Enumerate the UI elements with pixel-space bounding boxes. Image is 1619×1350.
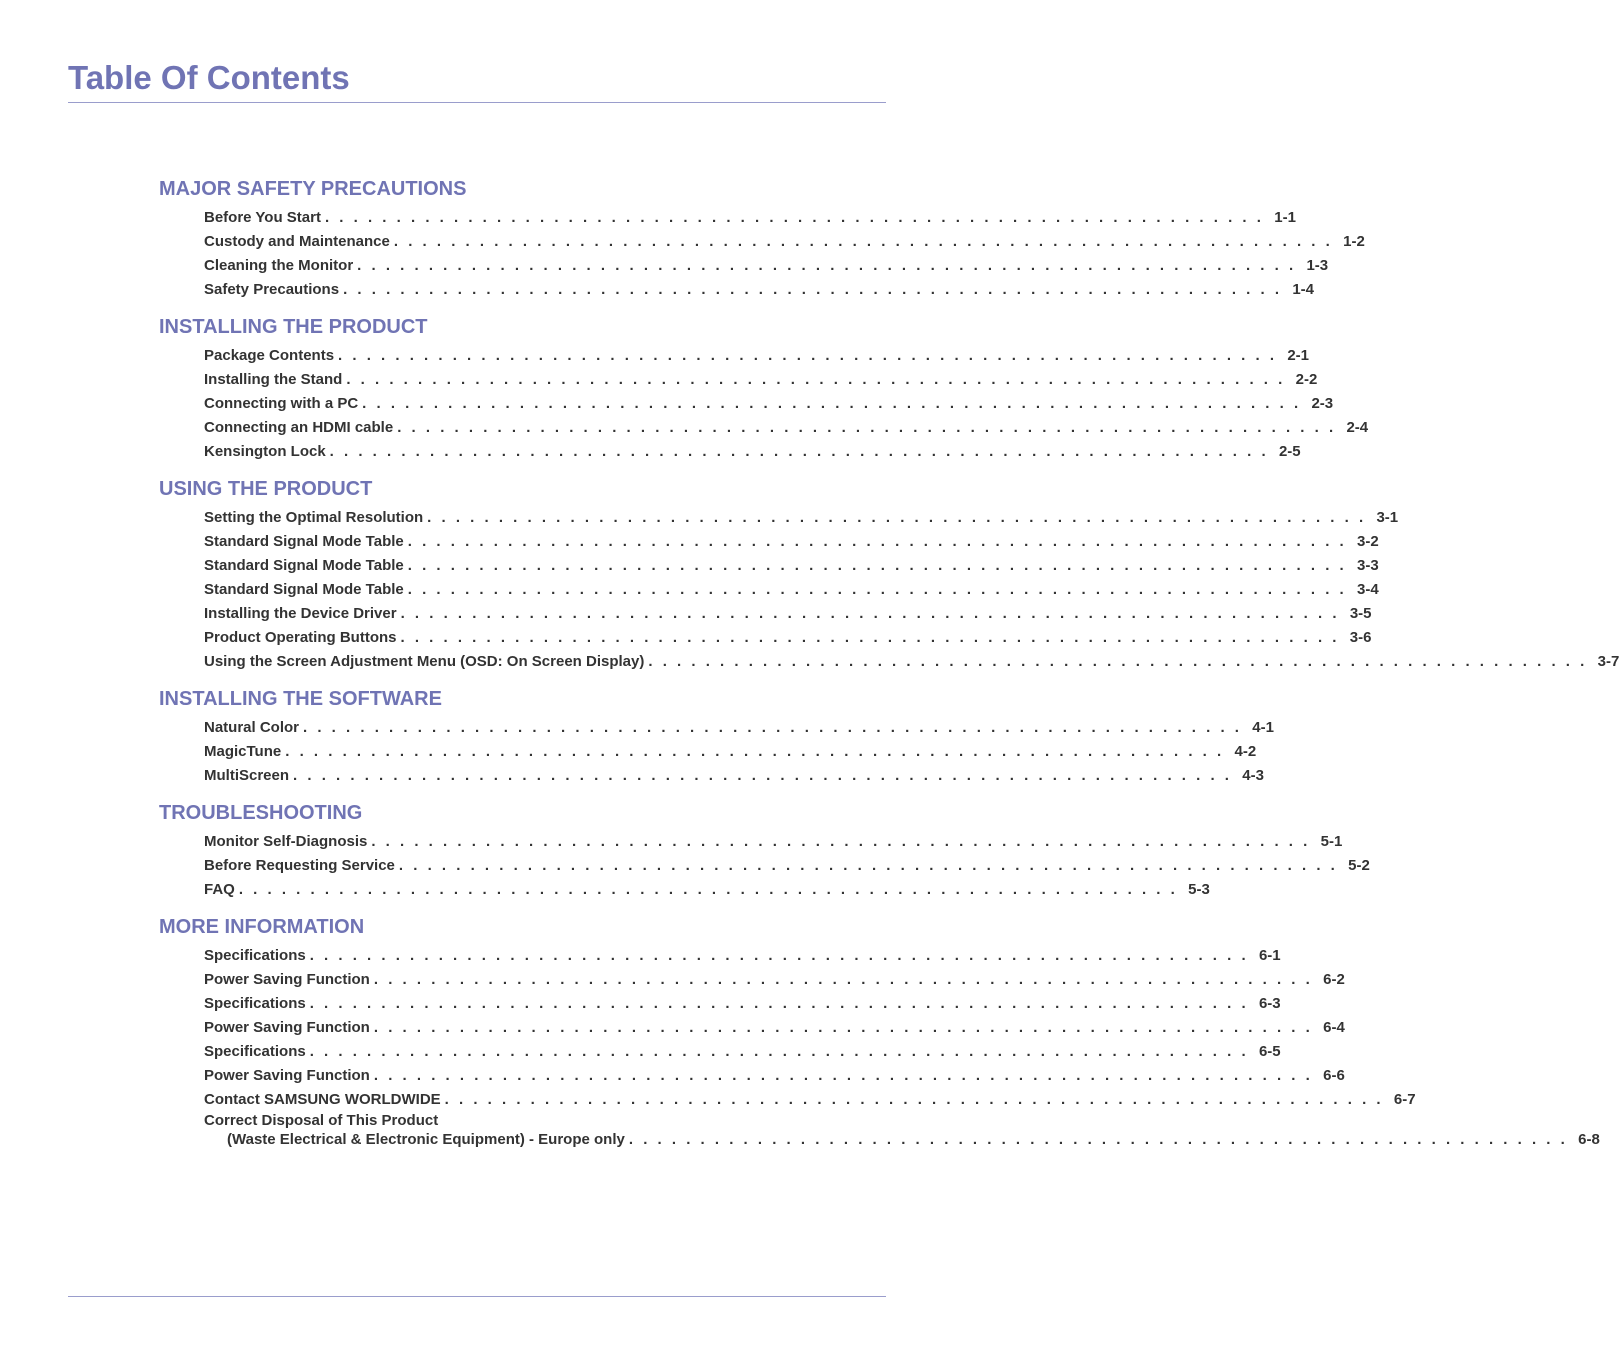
entry-label: Monitor Self-Diagnosis: [204, 833, 368, 850]
entry-label: FAQ: [204, 881, 235, 898]
toc-entry[interactable]: [204, 278, 1315, 302]
toc-entry[interactable]: [204, 1088, 1416, 1112]
page-title: Table Of Contents: [68, 59, 350, 96]
toc-entry[interactable]: [204, 554, 1379, 578]
entry-label: Standard Signal Mode Table: [204, 533, 404, 550]
entry-page-number: 3-5: [1349, 605, 1372, 622]
toc-section: [159, 476, 1619, 674]
entry-page-number: 2-1: [1287, 347, 1309, 364]
dot-leader: . . . . . . . . . . . . . . . . . . . . . . . . . . . . . . . . . . . . . . . . . . . . . . . . . . . . . . . . . . . . . . . . . .: [338, 347, 1277, 364]
entry-label: Using the Screen Adjustment Menu (OSD: On Screen Display): [204, 653, 645, 670]
toc-entry[interactable]: [204, 602, 1372, 626]
dot-leader: . . . . . . . . . . . . . . . . . . . . . . . . . . . . . . . . . . . . . . . . . . . . . . . . . . . . . . . . . . . . . . . . . .: [427, 509, 1367, 526]
entry-page-number: 3-6: [1349, 629, 1372, 646]
toc-entry[interactable]: [204, 740, 1257, 764]
entry-page-number: 5-1: [1320, 833, 1343, 850]
dot-leader: . . . . . . . . . . . . . . . . . . . . . . . . . . . . . . . . . . . . . . . . . . . . . . . . . . . . . . . . . . . . . . . . . .: [648, 653, 1588, 670]
toc-entry[interactable]: [204, 830, 1343, 854]
entry-label: Power Saving Function: [204, 1019, 370, 1036]
entry-sublabel: (Waste Electrical & Electronic Equipment) - Europe only: [227, 1131, 625, 1148]
toc-section: [159, 176, 1365, 302]
dot-leader: . . . . . . . . . . . . . . . . . . . . . . . . . . . . . . . . . . . . . . . . . . . . . . . . . . . . . . . . . . . . . . . . . .: [373, 971, 1313, 988]
dot-leader: . . . . . . . . . . . . . . . . . . . . . . . . . . . . . . . . . . . . . . . . . . . . . . . . . . . . . . . . . . . . . . . . . .: [407, 581, 1347, 598]
toc-entry[interactable]: [204, 854, 1370, 878]
entry-label: Correct Disposal of This Product: [204, 1112, 439, 1129]
entry-page-number: 6-8: [1578, 1131, 1600, 1148]
entry-page-number: 1-2: [1343, 233, 1365, 250]
section-heading[interactable]: TROUBLESHOOTING: [159, 802, 363, 824]
entry-page-number: 1-1: [1274, 209, 1296, 226]
entry-page-number: 3-7: [1597, 653, 1619, 670]
dot-leader: . . . . . . . . . . . . . . . . . . . . . . . . . . . . . . . . . . . . . . . . . . . . . . . . . . . . . . . . . . . . . . . . . .: [309, 995, 1249, 1012]
entry-page-number: 6-5: [1258, 1043, 1281, 1060]
dot-leader: . . . . . . . . . . . . . . . . . . . . . . . . . . . . . . . . . . . . . . . . . . . . . . . . . . . . . . . . . . . . . . . . . .: [329, 443, 1269, 460]
entry-page-number: 1-4: [1292, 281, 1315, 298]
toc-entry[interactable]: [204, 1064, 1345, 1088]
dot-leader: . . . . . . . . . . . . . . . . . . . . . . . . . . . . . . . . . . . . . . . . . . . . . . . . . . . . . . . . . . . . . . . . . .: [324, 209, 1264, 226]
toc-entry[interactable]: [204, 206, 1296, 230]
dot-leader: . . . . . . . . . . . . . . . . . . . . . . . . . . . . . . . . . . . . . . . . . . . . . . . . . . . . . . . . . . . . . . . . . .: [357, 257, 1297, 274]
entry-label: Before You Start: [204, 209, 321, 226]
toc-entry[interactable]: [204, 368, 1318, 392]
entry-label: Specifications: [204, 995, 306, 1012]
section-heading[interactable]: USING THE PRODUCT: [159, 478, 373, 500]
dot-leader: . . . . . . . . . . . . . . . . . . . . . . . . . . . . . . . . . . . . . . . . . . . . . . . . . . . . . . . . . . . . . . . . . .: [628, 1131, 1568, 1148]
dot-leader: . . . . . . . . . . . . . . . . . . . . . . . . . . . . . . . . . . . . . . . . . . . . . . . . . . . . . . . . . . . . . . . . . .: [398, 857, 1338, 874]
entry-label: Safety Precautions: [204, 281, 340, 298]
entry-page-number: 6-4: [1323, 1019, 1345, 1036]
toc-entry[interactable]: [204, 650, 1619, 674]
dot-leader: . . . . . . . . . . . . . . . . . . . . . . . . . . . . . . . . . . . . . . . . . . . . . . . . . . . . . . . . . . . . . . . . . .: [309, 947, 1249, 964]
dot-leader: . . . . . . . . . . . . . . . . . . . . . . . . . . . . . . . . . . . . . . . . . . . . . . . . . . . . . . . . . . . . . . . . . .: [397, 419, 1337, 436]
dot-leader: . . . . . . . . . . . . . . . . . . . . . . . . . . . . . . . . . . . . . . . . . . . . . . . . . . . . . . . . . . . . . . . . . .: [293, 767, 1232, 784]
section-heading[interactable]: MAJOR SAFETY PRECAUTIONS: [159, 178, 467, 200]
section-heading[interactable]: INSTALLING THE PRODUCT: [159, 316, 428, 338]
dot-leader: . . . . . . . . . . . . . . . . . . . . . . . . . . . . . . . . . . . . . . . . . . . . . . . . . . . . . . . . . . . . . . . . . .: [346, 371, 1286, 388]
entry-page-number: 1-3: [1306, 257, 1329, 274]
dot-leader: . . . . . . . . . . . . . . . . . . . . . . . . . . . . . . . . . . . . . . . . . . . . . . . . . . . . . . . . . . . . . . . . . .: [309, 1043, 1249, 1060]
dot-leader: . . . . . . . . . . . . . . . . . . . . . . . . . . . . . . . . . . . . . . . . . . . . . . . . . . . . . . . . . . . . . . . . . .: [343, 281, 1283, 298]
entry-page-number: 4-1: [1252, 719, 1274, 736]
entry-label: Custody and Maintenance: [204, 233, 390, 250]
toc-entry[interactable]: [204, 230, 1365, 254]
toc-entry[interactable]: [204, 392, 1334, 416]
entry-page-number: 6-7: [1393, 1091, 1416, 1108]
footer-divider: [68, 1296, 886, 1297]
toc-entry[interactable]: [204, 992, 1281, 1016]
entry-page-number: 3-1: [1376, 509, 1399, 526]
dot-leader: . . . . . . . . . . . . . . . . . . . . . . . . . . . . . . . . . . . . . . . . . . . . . . . . . . . . . . . . . . . . . . . . . .: [285, 743, 1225, 760]
entry-label: Standard Signal Mode Table: [204, 557, 404, 574]
toc-entry[interactable]: [204, 1016, 1345, 1040]
toc-section: [159, 800, 1370, 902]
toc-section: [159, 314, 1369, 464]
entry-page-number: 2-4: [1346, 419, 1369, 436]
toc-entry[interactable]: [204, 530, 1379, 554]
entry-page-number: 5-2: [1348, 857, 1370, 874]
dot-leader: . . . . . . . . . . . . . . . . . . . . . . . . . . . . . . . . . . . . . . . . . . . . . . . . . . . . . . . . . . . . . . . . . .: [373, 1067, 1313, 1084]
toc-entry[interactable]: [204, 254, 1329, 278]
entry-label: Package Contents: [204, 347, 335, 364]
toc-entry[interactable]: [204, 968, 1345, 992]
toc-entry[interactable]: [204, 716, 1274, 740]
entry-label: Standard Signal Mode Table: [204, 581, 404, 598]
dot-leader: . . . . . . . . . . . . . . . . . . . . . . . . . . . . . . . . . . . . . . . . . . . . . . . . . . . . . . . . . . . . . . . . . .: [444, 1091, 1384, 1108]
header-divider: [68, 102, 886, 103]
section-heading[interactable]: INSTALLING THE SOFTWARE: [159, 688, 442, 710]
entry-page-number: 6-1: [1258, 947, 1281, 964]
toc-entry[interactable]: [204, 440, 1301, 464]
dot-leader: . . . . . . . . . . . . . . . . . . . . . . . . . . . . . . . . . . . . . . . . . . . . . . . . . . . . . . . . . . . . . . . . . .: [371, 833, 1311, 850]
entry-page-number: 6-2: [1323, 971, 1345, 988]
toc-section: [159, 914, 1600, 1150]
entry-label: Setting the Optimal Resolution: [204, 509, 424, 526]
toc-entry[interactable]: [204, 878, 1210, 902]
entry-label: MagicTune: [204, 743, 282, 760]
toc-entry[interactable]: [204, 944, 1281, 968]
dot-leader: . . . . . . . . . . . . . . . . . . . . . . . . . . . . . . . . . . . . . . . . . . . . . . . . . . . . . . . . . . . . . . . . . .: [400, 605, 1340, 622]
entry-page-number: 2-3: [1311, 395, 1334, 412]
toc-entry[interactable]: [204, 626, 1372, 650]
entry-page-number: 2-2: [1295, 371, 1318, 388]
dot-leader: . . . . . . . . . . . . . . . . . . . . . . . . . . . . . . . . . . . . . . . . . . . . . . . . . . . . . . . . . . . . . . . . . .: [407, 557, 1347, 574]
toc-entry[interactable]: [204, 344, 1309, 368]
dot-leader: . . . . . . . . . . . . . . . . . . . . . . . . . . . . . . . . . . . . . . . . . . . . . . . . . . . . . . . . . . . . . . . . . .: [400, 629, 1340, 646]
entry-label: Product Operating Buttons: [204, 629, 397, 646]
toc-entry[interactable]: [204, 764, 1264, 788]
dot-leader: . . . . . . . . . . . . . . . . . . . . . . . . . . . . . . . . . . . . . . . . . . . . . . . . . . . . . . . . . . . . . . . . . .: [362, 395, 1302, 412]
entry-label: Connecting an HDMI cable: [204, 419, 394, 436]
toc-entry[interactable]: [204, 578, 1379, 602]
toc-entry[interactable]: [204, 1040, 1281, 1064]
entry-label: Power Saving Function: [204, 1067, 370, 1084]
dot-leader: . . . . . . . . . . . . . . . . . . . . . . . . . . . . . . . . . . . . . . . . . . . . . . . . . . . . . . . . . . . . . . . . . .: [373, 1019, 1313, 1036]
toc-section: [159, 686, 1274, 788]
entry-page-number: 3-4: [1357, 581, 1379, 598]
dot-leader: . . . . . . . . . . . . . . . . . . . . . . . . . . . . . . . . . . . . . . . . . . . . . . . . . . . . . . . . . . . . . . . . . .: [393, 233, 1333, 250]
toc-entry[interactable]: [204, 416, 1369, 440]
entry-label: MultiScreen: [204, 767, 290, 784]
dot-leader: . . . . . . . . . . . . . . . . . . . . . . . . . . . . . . . . . . . . . . . . . . . . . . . . . . . . . . . . . . . . . . . . . .: [407, 533, 1347, 550]
entry-label: Installing the Stand: [204, 371, 343, 388]
entry-label: Cleaning the Monitor: [204, 257, 354, 274]
entry-label: Natural Color: [204, 719, 300, 736]
section-heading[interactable]: MORE INFORMATION: [159, 916, 365, 938]
entry-label: Specifications: [204, 947, 306, 964]
entry-page-number: 2-5: [1278, 443, 1301, 460]
dot-leader: . . . . . . . . . . . . . . . . . . . . . . . . . . . . . . . . . . . . . . . . . . . . . . . . . . . . . . . . . . . . . . . . . .: [303, 719, 1242, 736]
entry-label: Kensington Lock: [204, 443, 326, 460]
entry-page-number: 6-6: [1323, 1067, 1345, 1084]
entry-page-number: 4-3: [1242, 767, 1264, 784]
table-of-contents: [159, 176, 1619, 1162]
entry-label: Contact SAMSUNG WORLDWIDE: [204, 1091, 441, 1108]
entry-label: Connecting with a PC: [204, 395, 359, 412]
entry-page-number: 6-3: [1258, 995, 1281, 1012]
toc-entry[interactable]: [204, 1112, 1600, 1150]
entry-page-number: 4-2: [1234, 743, 1257, 760]
entry-page-number: 5-3: [1188, 881, 1210, 898]
entry-label: Power Saving Function: [204, 971, 370, 988]
entry-label: Before Requesting Service: [204, 857, 395, 874]
entry-page-number: 3-2: [1357, 533, 1379, 550]
entry-page-number: 3-3: [1357, 557, 1379, 574]
dot-leader: . . . . . . . . . . . . . . . . . . . . . . . . . . . . . . . . . . . . . . . . . . . . . . . . . . . . . . . . . . . . . . . . . .: [238, 881, 1178, 898]
entry-label: Specifications: [204, 1043, 306, 1060]
toc-entry[interactable]: [204, 506, 1399, 530]
entry-label: Installing the Device Driver: [204, 605, 397, 622]
